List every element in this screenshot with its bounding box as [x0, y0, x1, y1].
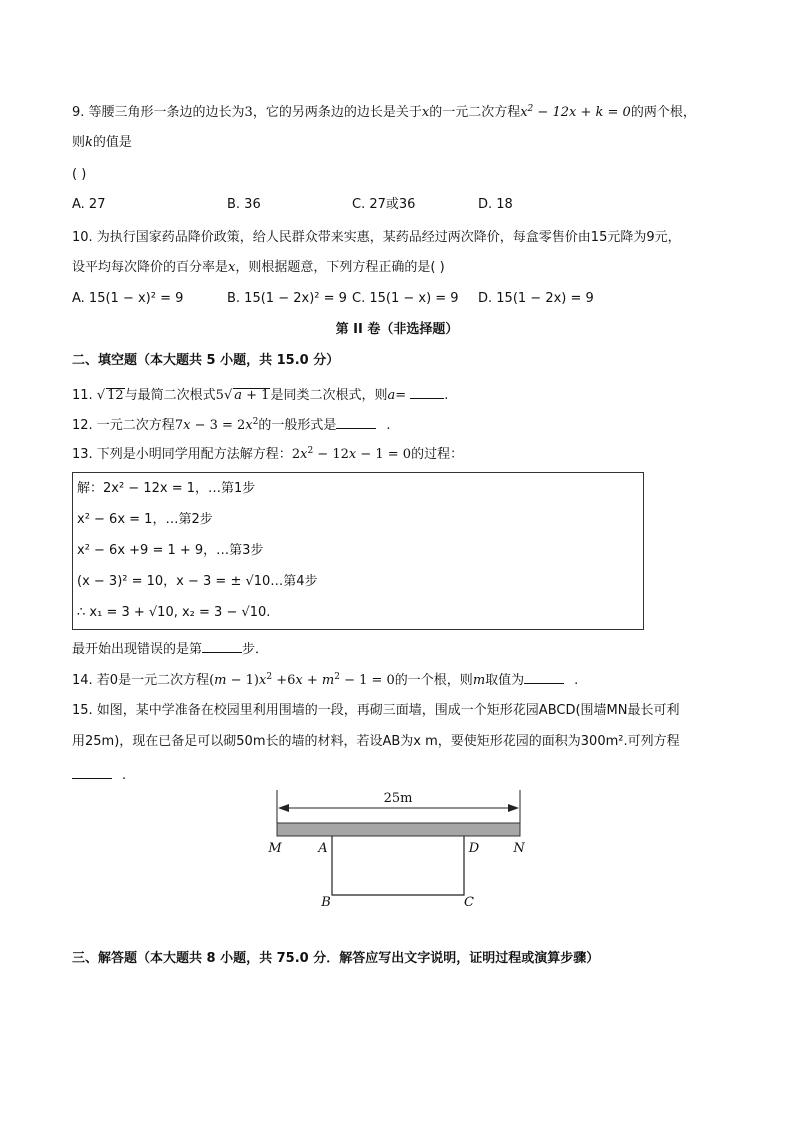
- q9-text-b: ，它的另两条边的边长是关于: [252, 105, 422, 120]
- section2-heading: 二、填空题（本大题共 5 小题，共 15.0 分）: [72, 353, 340, 368]
- q11-eq: =: [395, 388, 411, 403]
- q11-sqrt12: √ 12: [96, 388, 124, 403]
- dimension-label: 25m: [383, 791, 413, 806]
- q14-equation: $(m - 1)x^2 +6x + m^2 - 1 = 0$: [209, 672, 395, 688]
- q11-text-b: 是同类二次根式，则: [270, 388, 388, 403]
- q13-equation: $2x^2 - 12x - 1 = 0$: [291, 446, 412, 462]
- q9-equation: $x^2 - 12x + k = 0$: [520, 104, 631, 120]
- label-n: N: [513, 841, 525, 856]
- dimension-arrow-right: [508, 804, 519, 812]
- wall-mn: [277, 823, 520, 836]
- q9-text-a: 9. 等腰三角形一条边的边长为: [72, 105, 245, 120]
- q9-var-k: k: [85, 135, 93, 150]
- q13-text-a: 13. 下列是小明同学用配方法解方程：: [72, 447, 292, 462]
- q11-number: 11.: [72, 388, 97, 403]
- q15-line1: 15. 如图，某中学准备在校园里利用围墙的一段，再砌三面墙，围成一个矩形花园ABCD(围墙MN最长可利: [72, 703, 680, 718]
- q11-text-a: 与最简二次根式: [124, 388, 216, 403]
- q10-var-x: x: [228, 260, 236, 275]
- q9-option-a: A. 27: [72, 197, 106, 212]
- q10-text-b: ，则根据题意，下列方程正确的是( ): [235, 260, 445, 275]
- q9-option-c: C. 27或36: [352, 197, 416, 212]
- q13-text-b: 的过程：: [411, 447, 464, 462]
- label-d: D: [468, 841, 480, 856]
- q12-end: .: [386, 418, 391, 433]
- q9-var-x: x: [421, 105, 430, 120]
- q13-after-text-a: 最开始出现错误的是第: [72, 642, 203, 657]
- q11-radical: 5√ a + 1: [215, 388, 270, 403]
- q9-answer-paren: ( ): [72, 167, 87, 182]
- q9-text-e: 则: [72, 135, 86, 150]
- q14-end: .: [574, 673, 579, 688]
- q14-text-a: 14. 若0是一元二次方程: [72, 673, 210, 688]
- q15-line2: 用25m)，现在已备足可以砌50m长的墙的材料，若设AB为x m，要使矩形花园的面积为300m².可列方程: [72, 734, 680, 749]
- q13-step-3: x² − 6x +9 = 1 + 9，…第3步: [77, 543, 264, 558]
- label-c: C: [464, 895, 474, 910]
- q9-text-f: 的值是: [92, 135, 132, 150]
- q11-end: .: [444, 388, 449, 403]
- q9-text-d: 的两个根，: [630, 105, 696, 120]
- q11-var-a: a: [387, 388, 396, 403]
- q12-text-a: 12. 一元二次方程: [72, 418, 175, 433]
- label-b: B: [321, 895, 331, 910]
- q10-option-b: B. 15(1 − 2x)² = 9: [227, 291, 347, 306]
- q10-option-d: D. 15(1 − 2x) = 9: [478, 291, 594, 306]
- label-a: A: [318, 841, 328, 856]
- q14-text-c: 取值为: [485, 673, 525, 688]
- label-m: M: [268, 841, 282, 856]
- q15-end: .: [122, 768, 127, 783]
- q9-text-c: 的一元二次方程: [429, 105, 521, 120]
- q12-equation: $7x - 3 = 2x^2$: [174, 417, 259, 433]
- q14-var-m: m: [472, 673, 486, 688]
- q12-text-b: 的一般形式是: [258, 418, 337, 433]
- q9-option-d: D. 18: [478, 197, 513, 212]
- q10-line1: 10. 为执行国家药品降价政策，给人民群众带来实惠，某药品经过两次降价，每盒零售价由15元降为9元，: [72, 230, 681, 245]
- q10-text-a: 设平均每次降价的百分率是: [72, 260, 229, 275]
- q13-after-text-b: 步．: [242, 642, 269, 657]
- part2-title: 第 II 卷（非选择题）: [335, 322, 459, 337]
- dimension-arrow-left: [278, 804, 289, 812]
- q14-text-b: 的一个根，则: [394, 673, 473, 688]
- q10-option-c: C. 15(1 − x) = 9: [352, 291, 459, 306]
- q13-step-4: (x − 3)² = 10，x − 3 = ± √10…第4步: [77, 574, 318, 589]
- q13-step-5: ∴ x₁ = 3 + √10, x₂ = 3 − √10.: [77, 605, 271, 620]
- garden-rectangle: [332, 836, 464, 895]
- section3-heading: 三、解答题（本大题共 8 小题，共 75.0 分．解答应写出文字说明，证明过程或演算步骤）: [72, 951, 600, 966]
- q10-option-a: A. 15(1 − x)² = 9: [72, 291, 184, 306]
- q9-option-b: B. 36: [227, 197, 261, 212]
- q13-step-2: x² − 6x = 1，…第2步: [77, 512, 213, 527]
- q9-number: 3: [244, 105, 253, 120]
- q13-step-1: 解：2x² − 12x = 1，…第1步: [77, 481, 256, 496]
